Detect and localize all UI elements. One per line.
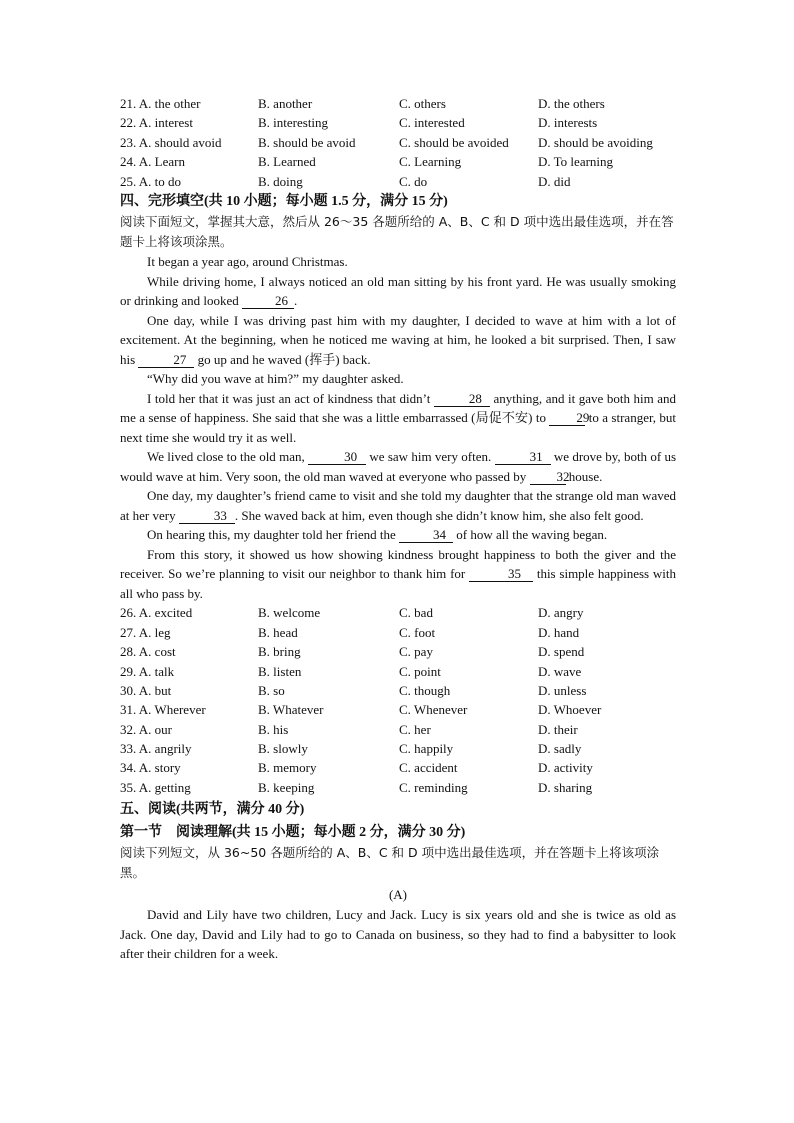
exam-page	[120, 94, 676, 964]
cloze-passage	[120, 252, 676, 603]
blank-29: 29	[549, 410, 585, 426]
section-4-title: 四、完形填空(共 10 小题；每小题 1.5 分，满分 15 分)	[120, 194, 448, 210]
blank-32: 32	[530, 469, 566, 485]
option-row: 30. A. but B. so C. though D. unless	[120, 682, 587, 698]
passage-paragraph: “Why did you wave at him?” my daughter asked.	[147, 371, 404, 387]
blank-31: 31	[495, 449, 551, 465]
option-row: 33. A. angrily B. slowly C. happily D. sadly	[120, 741, 582, 757]
option-row: 34. A. story B. memory C. accident D. activity	[120, 760, 593, 776]
option-row: 26. A. excited B. welcome C. bad D. angry	[120, 605, 584, 621]
blank-26: 26	[242, 293, 294, 309]
option-row: 27. A. leg B. head C. foot D. hand	[120, 624, 580, 640]
blank-30: 30	[308, 449, 366, 465]
passage-paragraph: We lived close to the old man, 30 we saw him very often. 31 we drove by, both of us would wave at him. Very soon, the old man waved at everyone who passed by 32 house.	[120, 449, 677, 484]
option-row: 31. A. Wherever B. Whatever C. Whenever D. Whoever	[120, 702, 602, 718]
passage-a-paragraph: David and Lily have two children, Lucy and Jack. Lucy is six years old and she is twice as old as Jack. One day, David and Lily had to go to Canada on business, so they had to find a babysitter to look after their children for a week.	[120, 907, 676, 962]
passage-paragraph: One day, my daughter’s friend came to visit and she told my daughter that the strange old man waved at her very 33 . She waved back at him, even though she didn’t know him, she also felt good.	[120, 488, 676, 523]
option-row: 25. A. to do B. doing C. do D. did	[120, 173, 571, 189]
blank-34: 34	[399, 527, 453, 543]
blank-28: 28	[434, 391, 490, 407]
option-row: 23. A. should avoid B. should be avoid C. should be avoided D. should be avoiding	[120, 134, 653, 150]
passage-paragraph: From this story, it showed us how showing kindness brought happiness to both the giver and the receiver. So we’re planning to visit our neighbor to thank him for 35 this simple happiness with all who pass by.	[120, 546, 677, 601]
options-group-26-35	[120, 603, 676, 797]
option-row: 21. A. the other B. another C. others D. the others	[120, 96, 605, 111]
passage-a-label: (A)	[388, 887, 408, 903]
option-row: 28. A. cost B. bring C. pay D. spend	[120, 644, 585, 660]
option-row: 32. A. our B. his C. her D. their	[120, 721, 578, 737]
passage-paragraph: One day, while I was driving past him with my daughter, I decided to wave at him with a lot of excitement. At the beginning, when he noticed me waving at him, he looked a bit surprised. Then, I saw his 27 go up and he waved (挥手) back.	[120, 312, 676, 367]
blank-35: 35	[469, 566, 533, 582]
option-row: 35. A. getting B. keeping C. reminding D. sharing	[120, 779, 593, 795]
passage-paragraph: It began a year ago, around Christmas.	[147, 254, 348, 270]
passage-paragraph: I told her that it was just an act of kindness that didn’t 28 anything, and it gave both him and me a sense of happiness. She said that she was a little embarrassed (局促不安) to 29 to a stranger, but next time she would try it as well.	[120, 390, 677, 445]
section-5-subtitle: 第一节 阅读理解(共 15 小题；每小题 2 分，满分 30 分)	[120, 825, 466, 841]
blank-33: 33	[179, 508, 235, 524]
passage-paragraph: While driving home, I always noticed an old man sitting by his front yard. He was usually smoking or drinking and looked 26 .	[120, 273, 676, 309]
blank-27: 27	[138, 352, 194, 368]
option-row: 22. A. interest B. interesting C. interested D. interests	[120, 115, 598, 131]
option-row: 29. A. talk B. listen C. point D. wave	[120, 663, 582, 679]
option-row: 24. A. Learn B. Learned C. Learning D. To learning	[120, 154, 614, 170]
section-5-instructions: 阅读下列短文，从 36~50 各题所给的 A、B、C 和 D 项中选出最佳选项，并在答题卡上将该项涂黑。	[120, 845, 660, 881]
passage-paragraph: On hearing this, my daughter told her friend the 34 of how all the waving began.	[147, 527, 608, 543]
section-4-instructions: 阅读下面短文，掌握其大意，然后从 26～35 各题所给的 A、B、C 和 D 项中选出最佳选项，并在答题卡上将该项涂黑。	[120, 214, 674, 250]
options-group-21-25	[120, 94, 676, 191]
section-5-title: 五、阅读(共两节，满分 40 分)	[120, 802, 305, 818]
